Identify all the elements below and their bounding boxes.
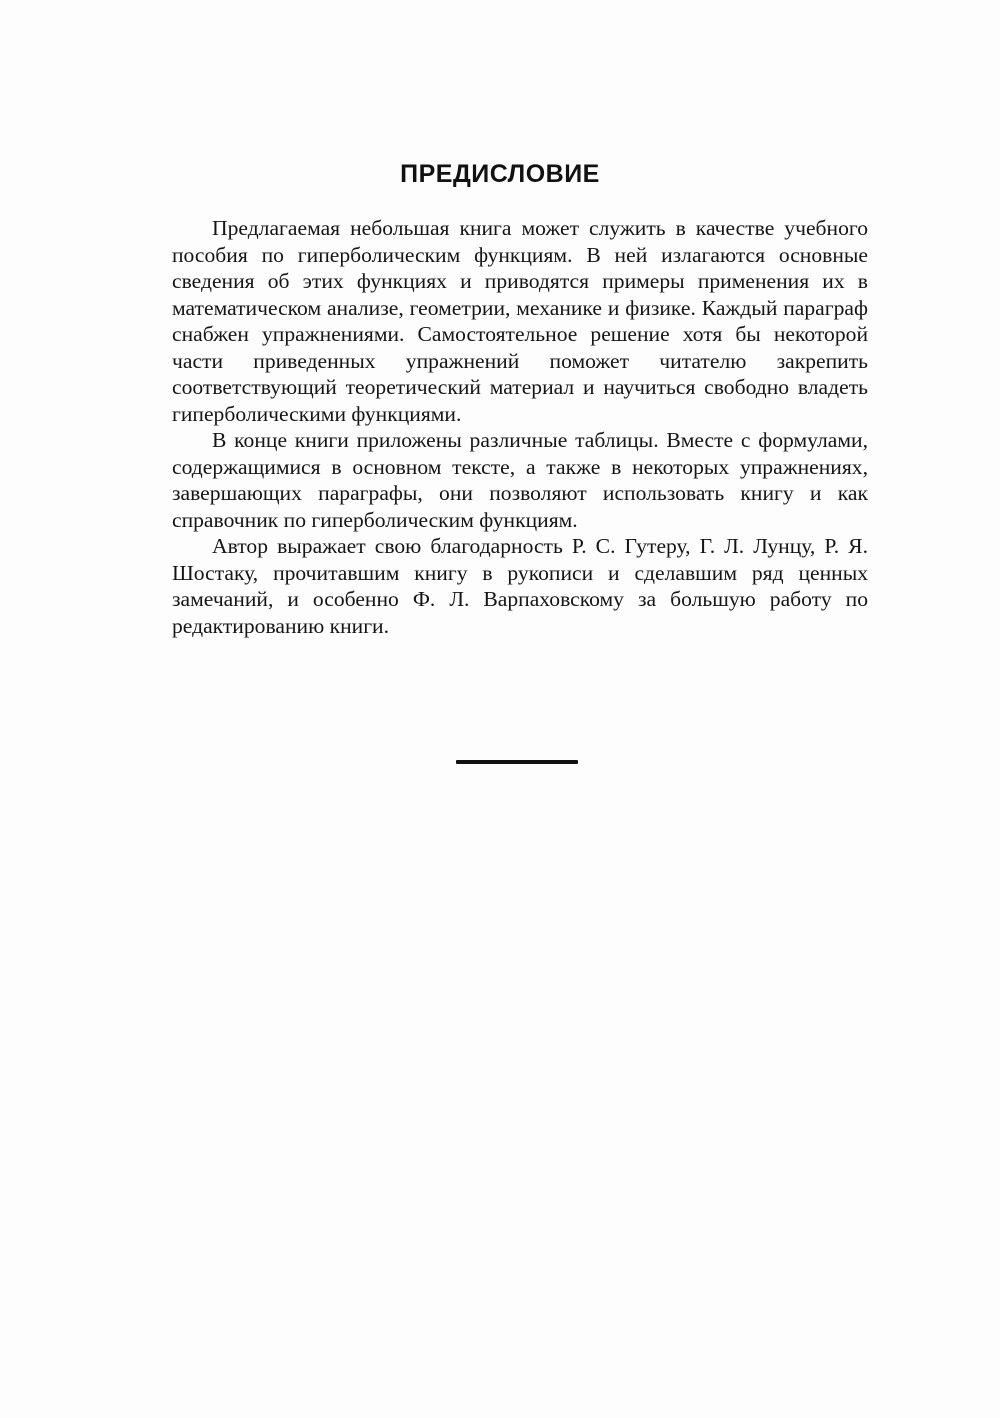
preface-text [172,215,868,639]
paragraph-1: Предлагаемая небольшая книга может служить в качестве учебного пособия по гиперболическим функциям. В ней излагаются основные сведения об этих функциях и приводятся примеры применения их в математическом анализе, геометрии, механике и физике. Каждый параграф снабжен упражнениями. Самостоятельное решение хотя бы некоторой части приведенных упражнений поможет читателю закрепить соответствующий теоретический материал и научиться свободно владеть гиперболическими функциями. [172,216,868,426]
paragraph-3: Автор выражает свою благодарность Р. С. Гутеру, Г. Л. Лунцу, Р. Я. Шостаку, прочитавшим книгу в рукописи и сделавшим ряд ценных замечаний, и особенно Ф. Л. Варпаховскому за большую работу по редактированию книги. [172,534,868,638]
paragraph-2: В конце книги приложены различные таблицы. Вместе с формулами, содержащимися в основном тексте, а также в некоторых упражнениях, завершающих параграфы, они позволяют использовать книгу и как справочник по гиперболическим функциям. [172,428,868,532]
page-title: ПРЕДИСЛОВИЕ [400,160,600,188]
end-divider [456,760,578,764]
